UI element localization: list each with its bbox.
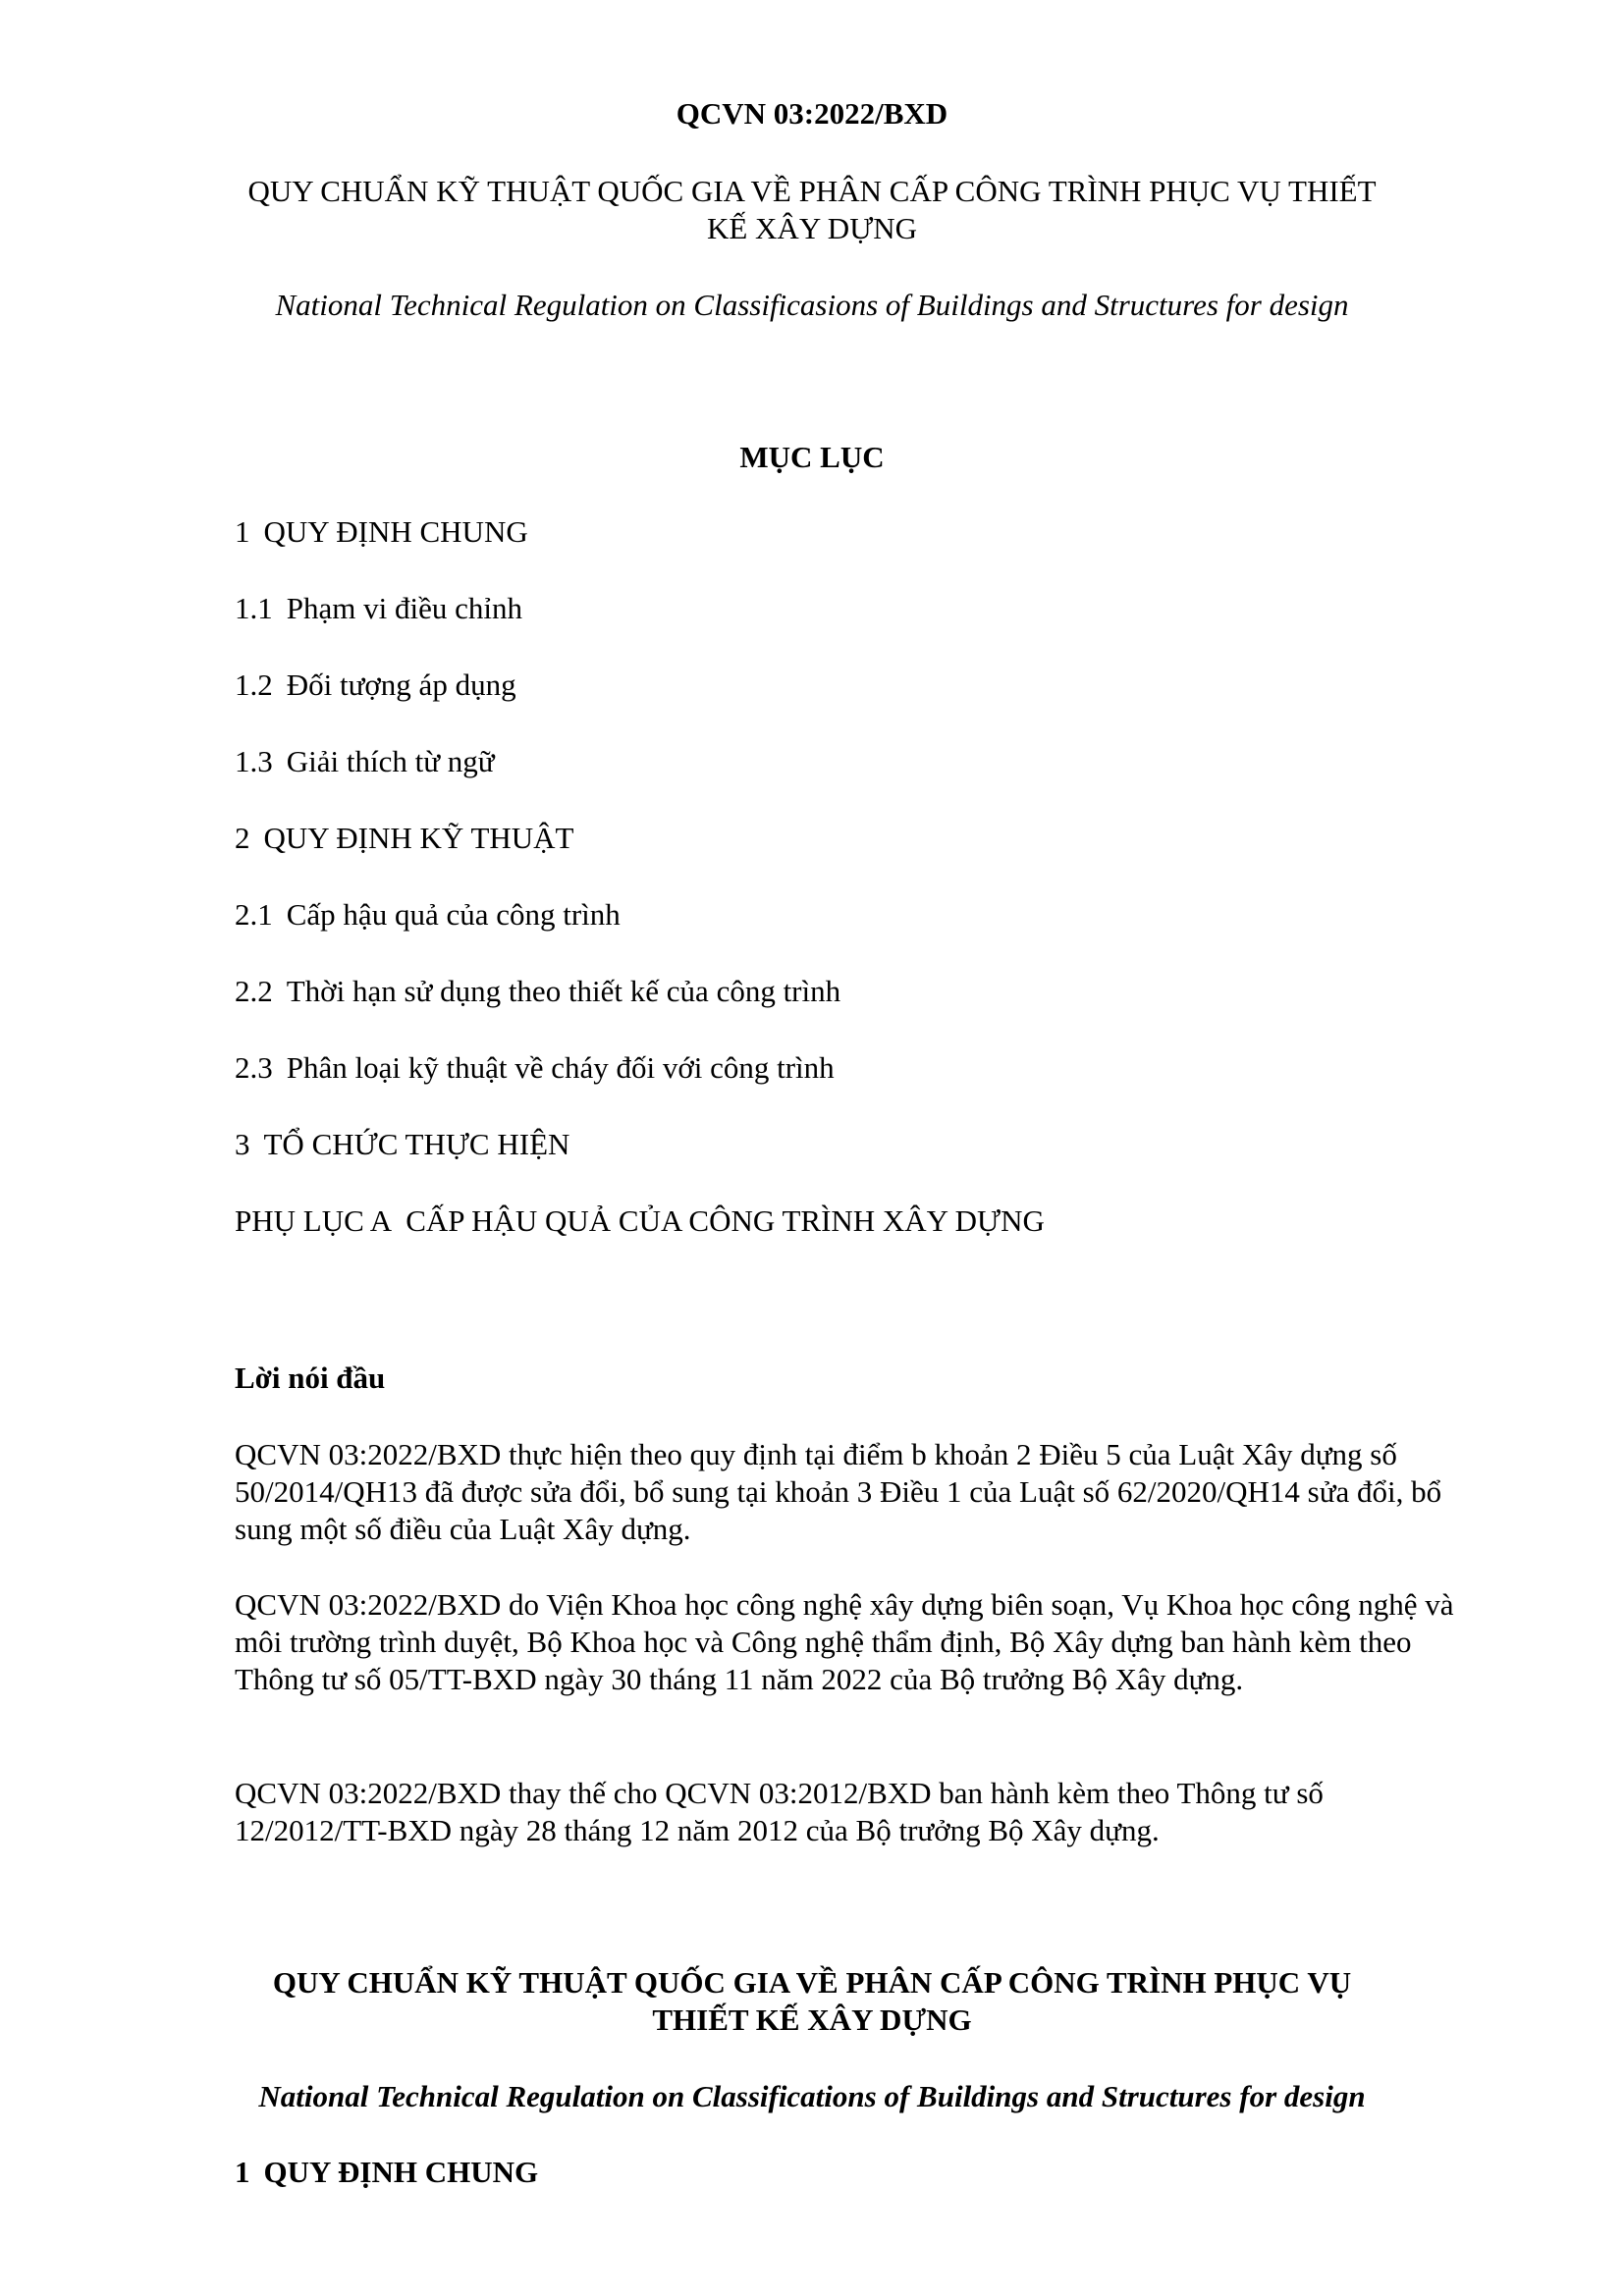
- section-heading: [235, 2154, 538, 2191]
- regulation-code: QCVN 03:2022/BXD: [676, 96, 948, 131]
- foreword-paragraph: QCVN 03:2022/BXD thay thế cho QCVN 03:2012/BXD ban hành kèm theo Thông tư số 12/2012/TT-BXD ngày 28 tháng 12 năm 2012 của Bộ trưởng Bộ Xây dựng.: [235, 1776, 1324, 1847]
- toc-item-label: TỔ CHỨC THỰC HIỆN: [263, 1127, 570, 1161]
- regulation-title-line-1: QUY CHUẨN KỸ THUẬT QUỐC GIA VỀ PHÂN CẤP CÔNG TRÌNH PHỤC VỤ THIẾT: [247, 174, 1377, 208]
- regulation-title: [0, 173, 1624, 247]
- toc-item-number: 1.1: [235, 591, 273, 625]
- toc-item-number: 2.3: [235, 1050, 273, 1085]
- toc-item-label: Phân loại kỹ thuật về cháy đối với công trình: [286, 1050, 835, 1085]
- foreword-title: Lời nói đầu: [235, 1361, 386, 1395]
- toc-item: [235, 590, 1045, 667]
- toc-item-number: PHỤ LỤC A: [235, 1203, 393, 1238]
- toc-item-label: QUY ĐỊNH CHUNG: [263, 514, 528, 549]
- toc-item-label: Cấp hậu quả của công trình: [286, 897, 621, 932]
- section-english-title: National Technical Regulation on Classifications of Buildings and Structures for design: [258, 2079, 1366, 2113]
- toc-item: [235, 820, 1045, 896]
- toc-item: [235, 743, 1045, 820]
- toc-item-number: 3: [235, 1127, 250, 1161]
- regulation-title-line-2: KẾ XÂY DỰNG: [706, 211, 918, 245]
- section-heading-number: 1: [235, 2155, 250, 2189]
- toc-item-number: 1.3: [235, 744, 273, 778]
- foreword-paragraph: QCVN 03:2022/BXD do Viện Khoa học công nghệ xây dựng biên soạn, Vụ Khoa học công nghệ và môi trường trình duyệt, Bộ Khoa học và Công nghệ thẩm định, Bộ Xây dựng ban hành kèm theo Thông tư số 05/TT-BXD ngày 30 tháng 11 năm 2022 của Bộ trưởng Bộ Xây dựng.: [235, 1587, 1454, 1696]
- toc-item-label: QUY ĐỊNH KỸ THUẬT: [263, 821, 574, 855]
- toc-item-label: Đối tượng áp dụng: [286, 667, 516, 702]
- table-of-contents: [235, 513, 1045, 1279]
- toc-item-number: 2.1: [235, 897, 273, 932]
- section-title-line-2: THIẾT KẾ XÂY DỰNG: [652, 2002, 972, 2037]
- toc-item: [235, 896, 1045, 973]
- foreword-paragraph: QCVN 03:2022/BXD thực hiện theo quy định tại điểm b khoản 2 Điều 5 của Luật Xây dựng số 50/2014/QH13 đã được sửa đổi, bổ sung tại khoản 3 Điều 1 của Luật số 62/2020/QH14 sửa đổi, bổ sung một số điều của Luật Xây dựng.: [235, 1437, 1442, 1546]
- section-title-line-1: QUY CHUẨN KỸ THUẬT QUỐC GIA VỀ PHÂN CẤP CÔNG TRÌNH PHỤC VỤ: [272, 1965, 1352, 2000]
- toc-item-number: 2.2: [235, 974, 273, 1008]
- toc-item-label: Thời hạn sử dụng theo thiết kế của công trình: [286, 974, 841, 1008]
- toc-item-number: 1.2: [235, 667, 273, 702]
- toc-item-number: 2: [235, 821, 250, 855]
- toc-item: [235, 667, 1045, 743]
- section-title: [0, 1964, 1624, 2039]
- toc-item-label: Giải thích từ ngữ: [286, 744, 495, 778]
- toc-item: [235, 973, 1045, 1049]
- toc-item: [235, 1049, 1045, 1126]
- section-heading-label: QUY ĐỊNH CHUNG: [263, 2155, 539, 2189]
- toc-item-label: CẤP HẬU QUẢ CỦA CÔNG TRÌNH XÂY DỰNG: [406, 1203, 1045, 1238]
- english-title: National Technical Regulation on Classificasions of Buildings and Structures for design: [275, 288, 1349, 322]
- toc-item: [235, 513, 1045, 590]
- toc-item: [235, 1202, 1045, 1279]
- toc-heading: MỤC LỤC: [739, 440, 885, 474]
- toc-item: [235, 1126, 1045, 1202]
- toc-item-number: 1: [235, 514, 250, 549]
- toc-item-label: Phạm vi điều chỉnh: [286, 591, 522, 625]
